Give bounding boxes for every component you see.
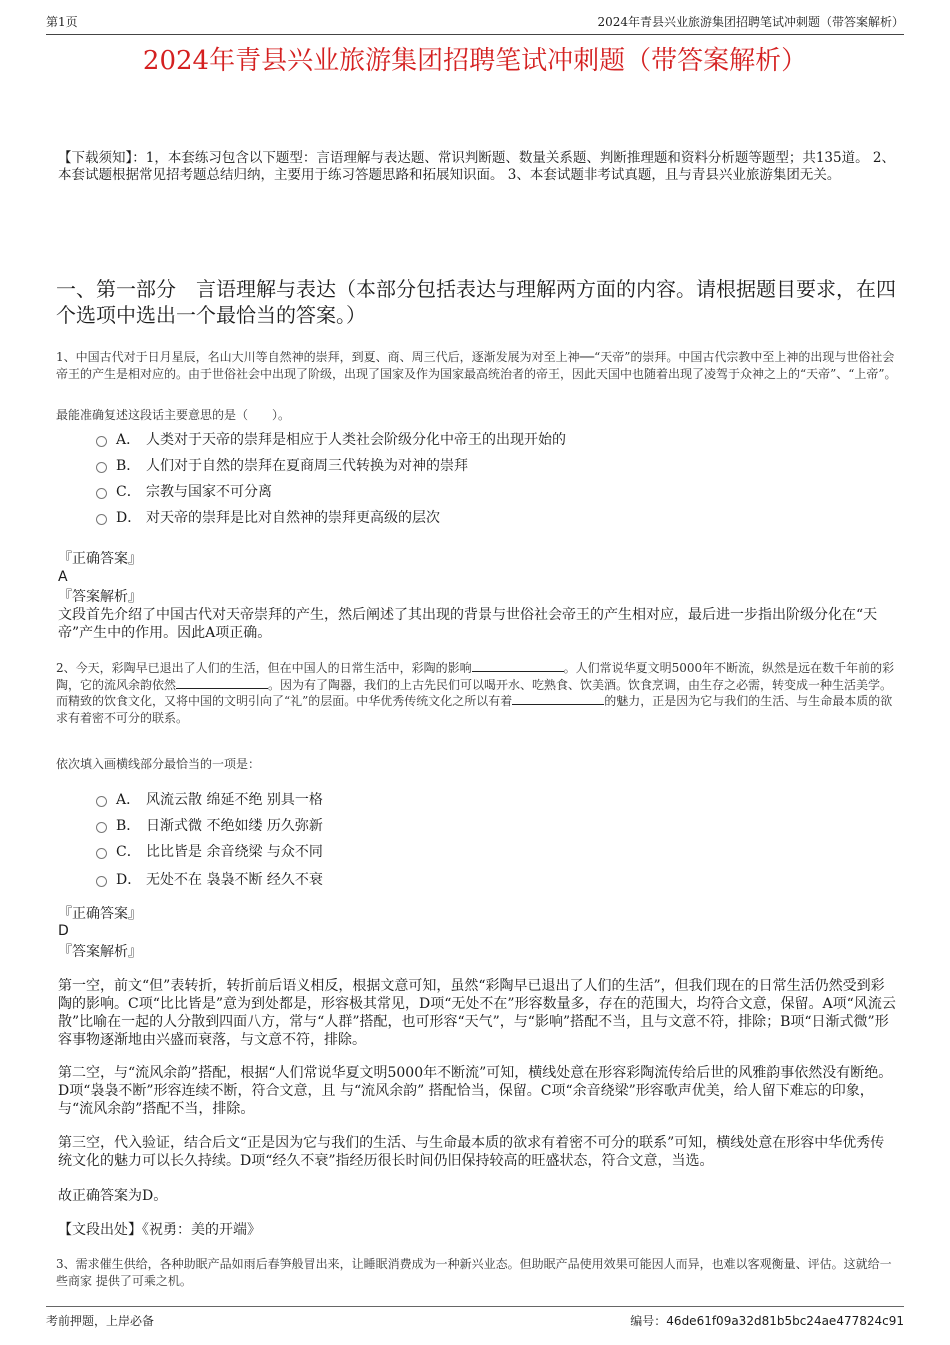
radio-icon[interactable] xyxy=(96,796,107,807)
page-header xyxy=(46,14,904,35)
q2-answer: D xyxy=(58,923,69,939)
question-3-stem: 3、需求催生供给，各种助眠产品如雨后春笋般冒出来，让睡眠消费成为一种新兴业态。但助眠产品使用效果可能因人而异，也难以客观衡量、评估。这就给一些商家 提供了可乘之机。 xyxy=(56,1257,892,1288)
q2-source: 【文段出处】《祝勇：美的开端》 xyxy=(58,1222,261,1238)
q2-analysis-label: 『答案解析』 xyxy=(58,944,142,960)
question-2-options xyxy=(96,790,890,896)
radio-icon[interactable] xyxy=(96,876,107,887)
q2-analysis-para-2: 第二空，与“流风余韵”搭配，根据“人们常说华夏文明5000年不断流”可知，横线处意在形容彩陶流传给后世的风雅韵事依然没有断绝。D项“袅袅不断”形容连续不断，符合文意，且 与“流风余韵” 搭配恰当，保留。C项“余音绕梁”形容歌声优美，给人留下难忘的印象，与“流风余韵”搭配不当，排除。 xyxy=(58,1065,893,1117)
question-1-options xyxy=(96,430,890,534)
q1-answer: A xyxy=(58,569,68,585)
q1-analysis-label: 『答案解析』 xyxy=(58,589,142,605)
document-title: 2024年青县兴业旅游集团招聘笔试冲刺题（带答案解析） xyxy=(142,46,808,76)
q1-analysis: 文段首先介绍了中国古代对天帝崇拜的产生，然后阐述了其出现的背景与世俗社会帝王的产生相对应，最后进一步指出阶级分化在“天帝”产生中的作用。因此A项正确。 xyxy=(58,607,878,641)
radio-icon[interactable] xyxy=(96,436,107,447)
radio-icon[interactable] xyxy=(96,488,107,499)
q1-option-b[interactable]: B． 人们对于自然的崇拜在夏商周三代转换为对神的崇拜 xyxy=(96,456,890,482)
q2-option-c[interactable]: C． 比比皆是 余音绕梁 与众不同 xyxy=(96,842,890,868)
document-code: 编号：46de61f09a32d81b5bc24ae477824c91 xyxy=(630,1314,904,1328)
radio-icon[interactable] xyxy=(96,514,107,525)
question-2-stem: 2、今天，彩陶早已退出了人们的生活，但在中国人的日常生活中，彩陶的影响 。人们常说华夏文明5000年不断流，纵然是远在数千年前的彩陶，它的流风余韵依然 。因为有了陶器，我们的上古先民们可以喝开水、吃熟食、饮美酒。饮食烹调，由生存之必需，转变成一种生活美学。而精致的饮食文化，又将中国的文明引向了“礼”的层面。中华优秀传统文化之所以有着 的魅力，正是因为它与我们的生活、与生命最本质的欲求有着密不可分的联系。 xyxy=(56,661,895,725)
radio-icon[interactable] xyxy=(96,848,107,859)
q2-analysis-para-3: 第三空，代入验证，结合后文“正是因为它与我们的生活、与生命最本质的欲求有着密不可分的联系”可知，横线处意在形容中华优秀传统文化的魅力可以长久持续。D项“经久不衰”指经历很长时间仍旧保持较高的旺盛状态，符合文意，当选。 xyxy=(58,1135,885,1169)
q2-option-a[interactable]: A． 风流云散 绵延不绝 别具一格 xyxy=(96,790,890,816)
q2-option-d[interactable]: D． 无处不在 袅袅不断 经久不衰 xyxy=(96,870,890,896)
header-doc-title: 2024年青县兴业旅游集团招聘笔试冲刺题（带答案解析） xyxy=(597,15,904,29)
fill-blank xyxy=(512,693,604,705)
page-footer xyxy=(46,1306,904,1329)
fill-blank xyxy=(176,677,268,689)
question-2-prompt: 依次填入画横线部分最恰当的一项是： xyxy=(56,757,261,771)
section-title: 一、第一部分 言语理解与表达（本部分包括表达与理解两方面的内容。请根据题目要求，在四个选项中选出一个最恰当的答案。） xyxy=(56,277,896,327)
q2-answer-label: 『正确答案』 xyxy=(58,906,142,922)
question-1-prompt: 最能准确复述这段话主要意思的是（ ）。 xyxy=(56,408,291,422)
footer-slogan: 考前押题，上岸必备 xyxy=(46,1314,155,1328)
fill-blank xyxy=(472,660,564,672)
radio-icon[interactable] xyxy=(96,822,107,833)
q1-option-d[interactable]: D． 对天帝的崇拜是比对自然神的崇拜更高级的层次 xyxy=(96,508,890,534)
q2-option-b[interactable]: B． 日渐式微 不绝如缕 历久弥新 xyxy=(96,816,890,842)
q2-analysis-para-1: 第一空，前文“但”表转折，转折前后语义相反，根据文意可知，虽然“彩陶早已退出了人们的生活”，但我们现在的日常生活仍然受到彩陶的影响。C项“比比皆是”意为到处都是，形容极其常见，D项“无处不在”形容数量多，存在的范围大，均符合文意，保留。A项“风流云散”比喻在一起的人分散到四面八方，常与“人群”搭配，也可形容“天气”，与“影响”搭配不当，且与文意不符，排除；B项“日渐式微”形容事物逐渐地由兴盛而衰落，与文意不符，排除。 xyxy=(58,978,896,1048)
q1-option-c[interactable]: C． 宗教与国家不可分离 xyxy=(96,482,890,508)
q1-option-a[interactable]: A． 人类对于天帝的崇拜是相应于人类社会阶级分化中帝王的出现开始的 xyxy=(96,430,890,456)
download-notice: 【下载须知】：1，本套练习包含以下题型：言语理解与表达题、常识判断题、数量关系题、判断推理题和资料分析题等题型；共135道。 2、本套试题根据常见招考题总结归纳，主要用于练习答题思路和拓展知识面。 3、本套试题非考试真题，且与青县兴业旅游集团无关。 xyxy=(58,150,895,183)
q2-conclusion: 故正确答案为D。 xyxy=(58,1188,168,1204)
page-number: 第1页 xyxy=(46,15,78,29)
question-1-stem: 1、中国古代对于日月星辰，名山大川等自然神的崇拜，到夏、商、周三代后，逐渐发展为对至上神──“天帝”的崇拜。中国古代宗教中至上神的出现与世俗社会帝王的产生是相对应的。由于世俗社会中出现了阶级，出现了国家及作为国家最高统治者的帝王，因此天国中也随着出现了凌驾于众神之上的“天帝”、“上帝”。 xyxy=(56,350,897,381)
radio-icon[interactable] xyxy=(96,462,107,473)
q1-answer-label: 『正确答案』 xyxy=(58,551,142,567)
